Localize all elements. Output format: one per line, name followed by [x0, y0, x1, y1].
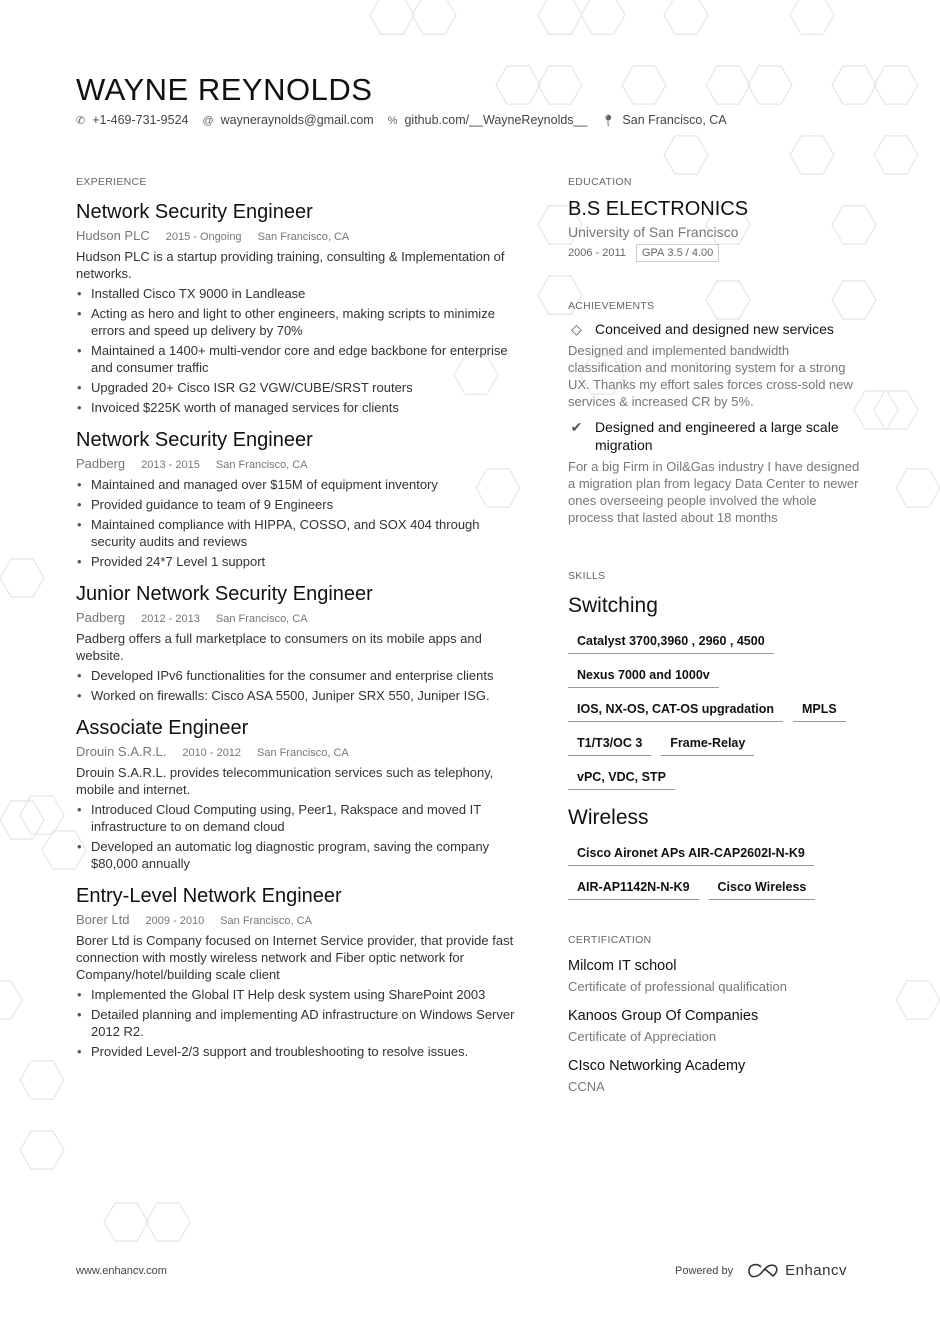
degree: B.S ELECTRONICS [568, 198, 749, 220]
job-meta [76, 228, 526, 243]
hexagon-decoration [538, 0, 582, 34]
hexagon-decoration [832, 66, 876, 104]
location-pin-icon: 📍︎ [601, 115, 616, 127]
skill-tag: Frame-Relay [661, 732, 754, 756]
hexagon-decoration [664, 136, 708, 174]
skill-tag: Nexus 7000 and 1000v [568, 664, 719, 688]
certification-title: Kanoos Group Of Companies [568, 1008, 759, 1024]
achievement-header [568, 320, 863, 338]
bullet-item: • Maintained compliance with HIPPA, COSSO, and SOX 404 through security audits and reviews [76, 516, 526, 550]
certification-subtitle: CCNA [568, 1079, 605, 1094]
certification-subtitle: Certificate of Appreciation [568, 1029, 717, 1044]
hexagon-decoration [0, 559, 44, 597]
gpa-badge [636, 244, 719, 262]
job-dates: 2013 - 2015 [141, 459, 200, 471]
email-text[interactable]: wayneraynolds@gmail.com [220, 113, 374, 127]
contact-info [76, 113, 727, 127]
achievement-title: Conceived and designed new services [595, 321, 834, 337]
job-description: Borer Ltd is Company focused on Internet Service provider, that provide fast connection with mostly wireless network and Fiber optic network for Company/hotel/building scale client [76, 933, 514, 982]
at-icon: @ [202, 115, 214, 127]
bullet-item: • Detailed planning and implementing AD infrastructure on Windows Server 2012 R2. [76, 1006, 526, 1040]
section-title-skills: SKILLS [568, 570, 606, 582]
hexagon-decoration [874, 136, 918, 174]
check-icon: ✔ [570, 419, 583, 435]
job-meta [76, 744, 526, 759]
job-location: San Francisco, CA [257, 231, 350, 243]
footer-branding [675, 1262, 847, 1279]
school: University of San Francisco [568, 224, 739, 240]
hexagon-decoration [874, 391, 918, 429]
hexagon-decoration [896, 981, 940, 1019]
bullet-item: • Provided 24*7 Level 1 support [76, 553, 526, 570]
job-title: Associate Engineer [76, 717, 249, 739]
company-name: Borer Ltd [76, 912, 130, 927]
skill-tag: Cisco Aironet APs AIR-CAP2602I-N-K9 [568, 842, 814, 866]
section-title-education: EDUCATION [568, 176, 632, 188]
job-location: San Francisco, CA [215, 459, 308, 471]
job-title: Entry-Level Network Engineer [76, 885, 342, 907]
job-entry [76, 200, 526, 416]
powered-by-label: Powered by [675, 1264, 734, 1277]
job-description: Hudson PLC is a startup providing training, consulting & Implementation of networks. [76, 249, 505, 281]
hexagon-decoration [790, 136, 834, 174]
job-title: Junior Network Security Engineer [76, 583, 373, 605]
skill-tag: Catalyst 3700,3960 , 2960 , 4500 [568, 630, 774, 654]
job-entry [76, 716, 526, 872]
skill-tag: vPC, VDC, STP [568, 766, 675, 790]
bullet-item: • Implemented the Global IT Help desk system using SharePoint 2003 [76, 986, 526, 1003]
bullet-item: • Maintained and managed over $15M of equipment inventory [76, 476, 526, 493]
achievement-item [568, 320, 863, 410]
bullet-item: • Invoiced $225K worth of managed services for clients [76, 399, 526, 416]
enhancv-logo[interactable] [747, 1262, 847, 1279]
bullet-item: • Acting as hero and light to other engineers, making scripts to minimize errors and speed up delivery by 70% [76, 305, 526, 339]
skill-tag: MPLS [793, 698, 846, 722]
achievements-section [568, 300, 863, 526]
hexagon-decoration [20, 1061, 64, 1099]
bullet-item: • Developed IPv6 functionalities for the consumer and enterprise clients [76, 667, 526, 684]
job-bullets [76, 667, 526, 704]
company-name: Padberg [76, 456, 126, 471]
email[interactable] [202, 113, 373, 127]
job-entry [76, 884, 526, 1060]
skill-tag: IOS, NX-OS, CAT-OS upgradation [568, 698, 783, 722]
hexagon-decoration [370, 0, 414, 34]
hexagon-decoration [104, 1203, 148, 1241]
skill-tag: Cisco Wireless [709, 876, 816, 900]
achievement-description: For a big Firm in Oil&Gas industry I have designed a migration plan from legacy Data Center to newer ones overseeing people involved the whole process that lasted about 18 months [568, 459, 860, 525]
certification-section [568, 934, 863, 1094]
gpa-value: 3.5 / 4.00 [667, 247, 714, 259]
hexagon-decoration [0, 801, 44, 839]
job-bullets [76, 285, 526, 416]
bullet-item: • Developed an automatic log diagnostic program, saving the company $80,000 annually [76, 838, 526, 872]
job-dates: 2009 - 2010 [145, 915, 205, 927]
certification-item [568, 1058, 863, 1094]
job-bullets [76, 476, 526, 570]
github[interactable] [388, 113, 588, 127]
job-dates: 2010 - 2012 [182, 747, 242, 759]
bullet-item: • Provided Level-2/3 support and troubleshooting to resolve issues. [76, 1043, 526, 1060]
certification-item [568, 1008, 863, 1044]
achievement-header [568, 418, 863, 454]
hexagon-decoration [874, 66, 918, 104]
job-description: Padberg offers a full marketplace to consumers on its mobile apps and website. [76, 631, 482, 663]
education-dates: 2006 - 2011 [568, 247, 626, 259]
section-title-experience: EXPERIENCE [76, 176, 147, 188]
enhancv-logo-icon [747, 1263, 779, 1279]
section-title-certification: CERTIFICATION [568, 934, 652, 946]
job-meta [76, 912, 526, 927]
hexagon-decoration [706, 66, 750, 104]
hexagon-decoration [496, 66, 540, 104]
skill-category: Switching [568, 594, 658, 617]
phone-text: +1-469-731-9524 [92, 113, 189, 127]
job-description: Drouin S.A.R.L. provides telecommunication services such as telephony, mobile and internet. [76, 765, 494, 797]
hexagon-decoration [20, 1131, 64, 1169]
job-entry [76, 582, 526, 704]
brand-name: Enhancv [785, 1262, 847, 1279]
skill-tags [568, 842, 863, 900]
hexagon-decoration [748, 66, 792, 104]
location-text: San Francisco, CA [622, 113, 727, 127]
job-dates: 2012 - 2013 [141, 613, 200, 625]
achievement-item [568, 418, 863, 526]
job-dates: 2015 - Ongoing [165, 231, 242, 243]
hexagon-decoration [538, 66, 582, 104]
bullet-item: • Upgraded 20+ Cisco ISR G2 VGW/CUBE/SRST routers [76, 379, 526, 396]
job-meta [76, 456, 526, 471]
job-bullets [76, 801, 526, 872]
skill-tag: AIR-AP1142N-N-K9 [568, 876, 699, 900]
certification-item [568, 958, 863, 994]
skill-category: Wireless [568, 806, 649, 829]
hexagon-decoration [0, 981, 22, 1019]
education-section [568, 176, 863, 262]
bullet-item: • Installed Cisco TX 9000 in Landlease [76, 285, 526, 302]
job-location: San Francisco, CA [257, 747, 349, 759]
job-bullets [76, 986, 526, 1060]
hexagon-decoration [622, 66, 666, 104]
job-location: San Francisco, CA [220, 915, 312, 927]
skill-tags [568, 630, 863, 790]
achievement-description: Designed and implemented bandwidth classification and monitoring system for a strong UX. Thanks my effort sales forces cross-sold new services & increased CR by 5%. [568, 343, 853, 409]
company-name: Hudson PLC [76, 228, 150, 243]
certification-title: CIsco Networking Academy [568, 1058, 746, 1074]
skill-tag: T1/T3/OC 3 [568, 732, 651, 756]
github-text[interactable]: github.com/__WayneReynolds__ [404, 113, 588, 127]
bullet-item: • Provided guidance to team of 9 Engineers [76, 496, 526, 513]
company-name: Drouin S.A.R.L. [76, 744, 167, 759]
certification-subtitle: Certificate of professional qualification [568, 979, 787, 994]
job-title: Network Security Engineer [76, 201, 313, 223]
footer-website[interactable]: www.enhancv.com [76, 1265, 167, 1277]
bullet-item: • Maintained a 1400+ multi-vendor core and edge backbone for enterprise and consumer traffic [76, 342, 526, 376]
location [601, 113, 726, 127]
certification-title: Milcom IT school [568, 958, 677, 974]
section-title-achievements: ACHIEVEMENTS [568, 300, 655, 312]
skills-section [568, 570, 863, 900]
job-meta [76, 610, 526, 625]
diamond-icon: ◇ [571, 321, 582, 337]
job-title: Network Security Engineer [76, 429, 313, 451]
gpa-label: GPA [641, 247, 665, 259]
job-entry [76, 428, 526, 570]
hexagon-decoration [412, 0, 456, 34]
job-location: San Francisco, CA [215, 613, 308, 625]
achievement-title: Designed and engineered a large scale migration [595, 419, 839, 453]
hexagon-decoration [896, 469, 940, 507]
hexagon-decoration [146, 1203, 190, 1241]
hexagon-decoration [581, 0, 625, 34]
company-name: Padberg [76, 610, 126, 625]
hexagon-decoration [664, 0, 708, 34]
bullet-item: • Introduced Cloud Computing using, Peer1, Rakspace and moved IT infrastructure to on demand cloud [76, 801, 526, 835]
phone-icon: ✆ [76, 115, 86, 127]
bullet-item: • Worked on firewalls: Cisco ASA 5500, Juniper SRX 550, Juniper ISG. [76, 687, 526, 704]
hexagon-decoration [790, 0, 834, 34]
experience-section [76, 176, 526, 1072]
hexagon-decoration [20, 796, 64, 834]
link-icon: % [387, 115, 398, 127]
candidate-name: WAYNE REYNOLDS [76, 72, 373, 107]
phone [76, 113, 188, 127]
